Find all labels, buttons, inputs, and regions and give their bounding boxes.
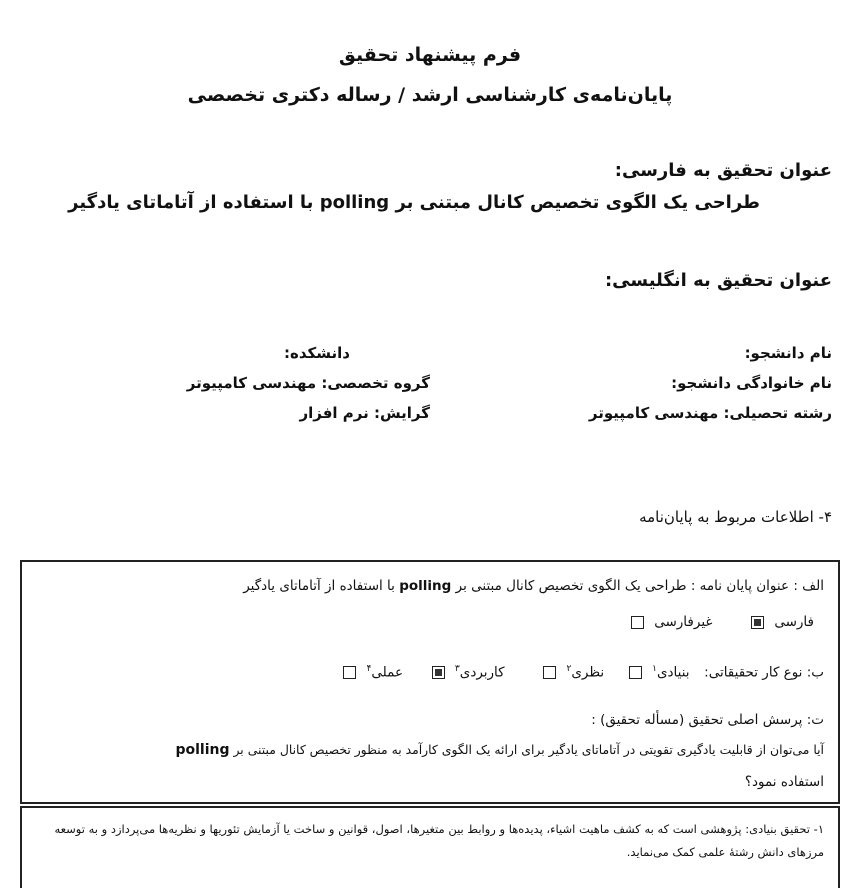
- student-name-label: نام دانشجو:: [744, 344, 832, 362]
- type-basic-checkbox[interactable]: [629, 666, 642, 679]
- type-applied-footnote-mark: ۳: [454, 664, 460, 674]
- research-type-label: ب: نوع کار تحقیقاتی:: [704, 664, 824, 681]
- research-question-label: ت: پرسش اصلی تحقیق (مسأله تحقیق) :: [591, 712, 824, 728]
- type-applied-checkbox[interactable]: [432, 666, 445, 679]
- type-practical-checkbox[interactable]: [343, 666, 356, 679]
- type-applied-label: کاربردی: [459, 664, 505, 681]
- persian-title-value: طراحی یک الگوی تخصیص کانال مبتنی بر polling با استفاده از آتاماتای یادگیر: [68, 192, 760, 213]
- thesis-title-line: [243, 578, 824, 594]
- research-question-line1: [175, 742, 824, 758]
- lang-farsi-label: فارسی: [774, 614, 814, 630]
- english-title-label: عنوان تحقیق به انگلیسی:: [604, 270, 832, 291]
- thesis-title-prefix: الف : عنوان پایان نامه : طراحی یک الگوی تخصیص کانال مبتنی بر: [455, 578, 824, 594]
- type-basic-footnote-mark: ۱: [652, 664, 657, 674]
- student-major: رشته تحصیلی: مهندسی کامپیوتر: [588, 404, 832, 422]
- question-text: آیا می‌توان از قابلیت یادگیری تقویتی در آتاماتای یادگیر برای ارائه یک الگوی کارآمد به منظور تخصیص کانال مبتنی بر: [233, 742, 824, 757]
- lang-non-farsi-label: غیرفارسی: [654, 614, 713, 630]
- thesis-title-suffix: با استفاده از آتاماتای یادگیر: [243, 578, 395, 594]
- lang-non-farsi-checkbox[interactable]: [631, 616, 644, 629]
- type-theory-label: نظری: [571, 664, 605, 681]
- type-practical-footnote-mark: ۴: [366, 664, 372, 674]
- persian-title-label: عنوان تحقیق به فارسی:: [614, 160, 832, 181]
- footnote-text: ۱- تحقیق بنیادی: پژوهشی است که به کشف ماهیت اشیاء، پدیده‌ها و روابط بین متغیرها، اصول، قوانین و ساخت یا آزمایش تئوریها و نظریه‌ها می‌پردازد و به توسعه مرزهای دانش رشتهٔ علمی کمک می‌نماید.: [54, 822, 824, 859]
- footnote-box: [20, 806, 840, 888]
- type-practical-label: عملی: [371, 664, 404, 681]
- type-theory-footnote-mark: ۲: [566, 664, 572, 674]
- form-title: فرم پیشنهاد تحقیق: [338, 44, 522, 66]
- type-theory-checkbox[interactable]: [543, 666, 556, 679]
- question-keyword: polling: [175, 742, 230, 758]
- type-basic-label: بنیادی: [656, 664, 690, 681]
- orientation-label: گرایش: نرم افزار: [299, 404, 430, 422]
- form-subtitle: پایان‌نامه‌ی کارشناسی ارشد / رساله دکتری تخصصی: [187, 84, 673, 106]
- research-question-line2: استفاده نمود؟: [744, 774, 824, 790]
- thesis-title-keyword: polling: [399, 578, 452, 594]
- student-family-label: نام خانوادگی دانشجو:: [671, 374, 832, 392]
- lang-farsi-checkbox[interactable]: [751, 616, 764, 629]
- language-row: [625, 614, 814, 630]
- faculty-label: دانشکده:: [284, 344, 350, 362]
- thesis-info-box: [20, 560, 840, 804]
- group-label: گروه تخصصی: مهندسی کامپیوتر: [186, 374, 430, 392]
- section-4-heading: ۴- اطلاعات مربوط به پایان‌نامه: [639, 508, 832, 526]
- research-type-row: [337, 664, 824, 681]
